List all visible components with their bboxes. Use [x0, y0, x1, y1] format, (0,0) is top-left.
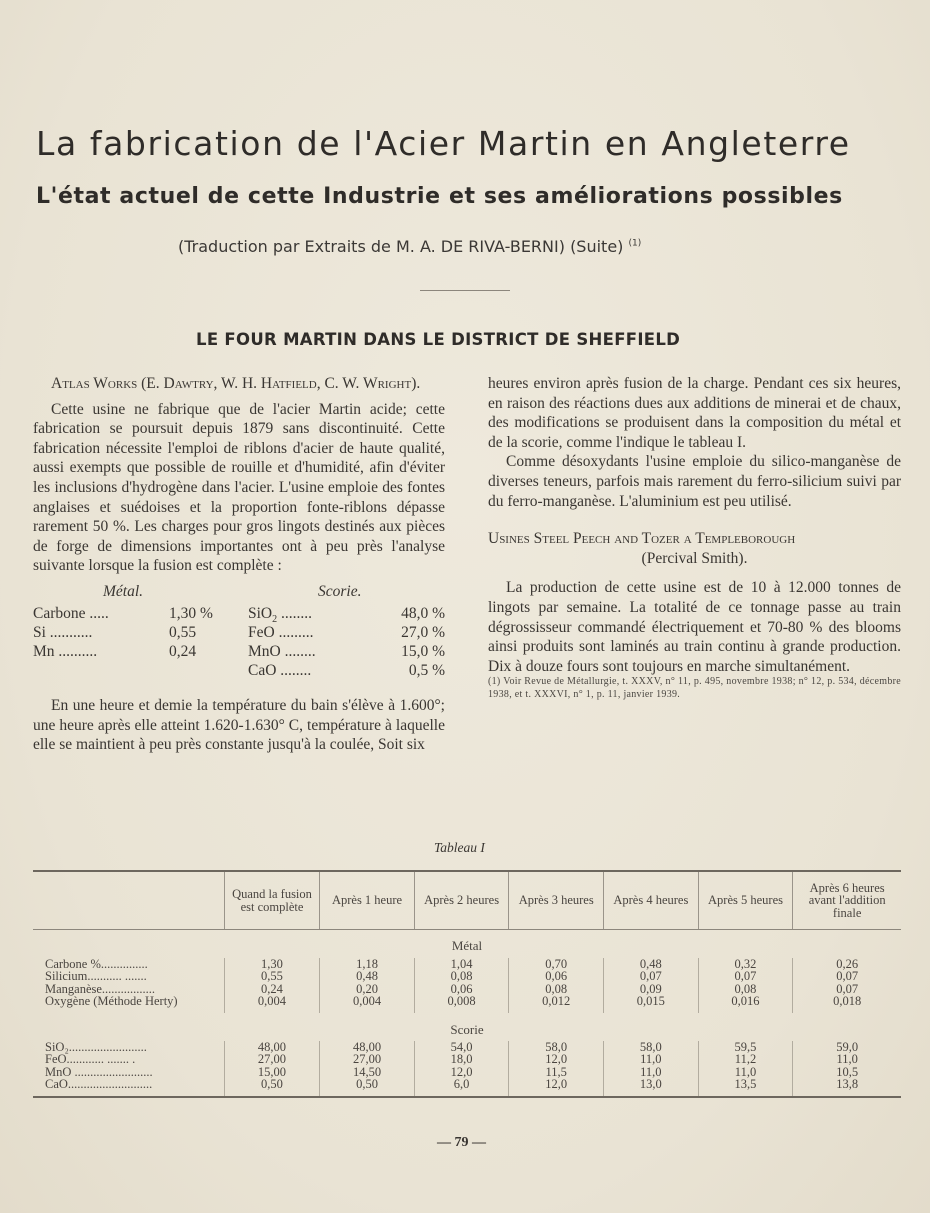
table-body — [33, 930, 901, 1098]
table-group-row — [33, 1013, 901, 1041]
page-number: — 79 — — [437, 1135, 486, 1150]
metal-row-value: 0,24 — [169, 642, 197, 660]
table-cell: 0,004 — [320, 995, 414, 1007]
table-header-cell: Après 2 heures — [414, 871, 509, 930]
table-cell: 0,26 — [836, 957, 859, 971]
scorie-row-value: 0,5 % — [408, 661, 445, 679]
usines-subheading: (Percival Smith). — [641, 549, 748, 567]
table-header-row — [33, 871, 901, 930]
table-cell: 0,32 — [698, 958, 793, 970]
table-cell: 0,08 — [414, 970, 509, 982]
table-cell: 11,0 — [604, 1066, 699, 1078]
table-row-label: CaO........................... — [33, 1078, 224, 1097]
table-cell: 15,00 — [224, 1066, 320, 1078]
metal-heading: Métal. — [103, 582, 144, 600]
metal-row-value: 1,30 % — [169, 604, 213, 622]
table-cell: 12,0 — [509, 1053, 604, 1065]
scorie-row-label: CaO ........ — [248, 661, 312, 679]
scorie-row-value: 15,0 % — [401, 642, 445, 660]
table-cell: 0,07 — [698, 970, 793, 982]
table-cell: 11,2 — [698, 1053, 793, 1065]
table-cell: 0,24 — [224, 983, 320, 995]
article-title: La fabrication de l'Acier Martin en Angleterre — [36, 124, 851, 163]
table-cell: 0,20 — [320, 983, 414, 995]
translation-text: (Traduction par Extraits de M. A. DE RIVA-BERNI) (Suite) — [178, 237, 624, 256]
table-cell: 0,55 — [224, 970, 320, 982]
section-heading: LE FOUR MARTIN DANS LE DISTRICT DE SHEFFIELD — [196, 330, 681, 349]
table-cell: 11,0 — [836, 1052, 858, 1067]
table-cell: 0,012 — [509, 995, 604, 1007]
scorie-row-label: MnO ........ — [248, 642, 316, 660]
table-header-cell: Après 6 heures avant l'addition finale — [793, 871, 901, 930]
table-cell: 11,5 — [509, 1066, 604, 1078]
table-cell: 0,016 — [698, 995, 793, 1007]
table-group-label: Scorie — [450, 1021, 484, 1037]
scorie-row-value: 48,0 % — [401, 604, 445, 622]
left-paragraph-1: Cette usine ne fabrique que de l'acier Martin acide; cette fabrication se poursuit depuis 1879 sans discontinuité. Cette fabrication nécessite l'emploi de riblons d'acier de haute qualité, aussi exempts que possible de rouille et d'humidité, afin d'éviter les inclusions d'hydrogène dans l'acier. L'usine emploie des fontes anglaises et suédoises et la proportion fonte-riblons dépasse rarement 50 %. Les charges pour gros lingots destinés aux pièces de forge de dimensions importantes ont à peu près l'analyse suivante lorsque la fusion est complète : — [33, 400, 445, 575]
table-cell: 0,07 — [836, 981, 859, 996]
table-cell: 0,07 — [604, 970, 699, 982]
table-cell: 0,48 — [604, 958, 699, 970]
table-row — [33, 1053, 901, 1065]
metal-row-label: Carbone ..... — [33, 604, 109, 622]
table-row-label: FeO............ ....... . — [33, 1053, 224, 1065]
table-cell: 1,30 — [224, 958, 320, 970]
metal-row-label: Si ........... — [33, 623, 93, 641]
scorie-row-label: SiO$_2$ ........ — [248, 604, 312, 626]
table-cell: 0,06 — [509, 970, 604, 982]
table-cell: 1,04 — [414, 958, 509, 970]
table-cell: 18,0 — [414, 1053, 509, 1065]
composition-block — [33, 582, 445, 686]
table-cell: 11,0 — [698, 1066, 793, 1078]
table-caption: Tableau I — [434, 840, 485, 855]
table-header-cell: Après 1 heure — [320, 871, 414, 930]
table-group-label: Métal — [451, 938, 483, 954]
data-table — [33, 870, 901, 1098]
scorie-heading: Scorie. — [318, 582, 362, 600]
atlas-works-heading: Atlas Works (E. Dawtry, W. H. Hatfield, C. W. Wright). — [51, 375, 421, 392]
table-cell: 0,004 — [224, 995, 320, 1007]
table-cell: 27,00 — [224, 1053, 320, 1065]
table-cell: 11,0 — [604, 1053, 699, 1065]
right-paragraph-3: La production de cette usine est de 10 à 12.000 tonnes de lingots par semaine. La totalité de ce tonnage passe au train dégrossisseur commandé électriquement et 70-80 % des blooms ainsi produits sont laminés au train continu à grande production. Dix à douze fours sont toujours en marche simultanément. — [488, 579, 901, 675]
table-header-cell: Après 5 heures — [698, 871, 793, 930]
table-cell: 0,09 — [604, 983, 699, 995]
table-cell: 54,0 — [414, 1041, 509, 1053]
table-cell: 14,50 — [320, 1066, 414, 1078]
table-row-label: Oxygène (Méthode Herty) — [33, 995, 224, 1007]
footnote: (1) Voir Revue de Métallurgie, t. XXXV, n° 11, p. 495, novembre 1938; n° 12, p. 534, décembre 1938, et t. XXXVI, n° 1, p. 11, janvier 1939. — [488, 676, 901, 700]
table-cell: 0,008 — [414, 995, 509, 1007]
table-cell: 0,70 — [509, 958, 604, 970]
table-header-cell: Après 3 heures — [509, 871, 604, 930]
table-cell: 58,0 — [509, 1041, 604, 1053]
table-cell: 12,0 — [414, 1066, 509, 1078]
table-cell: 48,00 — [320, 1041, 414, 1053]
article-subtitle: L'état actuel de cette Industrie et ses améliorations possibles — [36, 184, 843, 209]
title-divider — [420, 290, 510, 291]
table-cell: 0,08 — [698, 983, 793, 995]
table-row — [33, 1078, 901, 1097]
table-row — [33, 995, 901, 1007]
table-row-label: Carbone %............... — [33, 958, 224, 970]
metal-row-label: Mn .......... — [33, 642, 98, 660]
right-paragraph-2: Comme désoxydants l'usine emploie du silico-manganèse de diverses teneurs, parfois mais rarement du ferro-silicium suivi par du ferro-manganèse. L'aluminium est peu utilisé. — [488, 453, 901, 510]
table-row-label: Manganèse................. — [33, 983, 224, 995]
right-column — [488, 374, 901, 701]
scorie-row-label: FeO ......... — [248, 623, 314, 641]
footnote-marker: (1) — [628, 238, 642, 249]
table-cell: 1,18 — [320, 958, 414, 970]
table-header-cell: Après 4 heures — [604, 871, 699, 930]
scorie-row-value: 27,0 % — [401, 623, 445, 641]
table-cell: 13,5 — [698, 1078, 793, 1097]
table-row-label: SiO₂......................... — [33, 1041, 224, 1053]
table-cell: 0,06 — [414, 983, 509, 995]
table-cell: 12,0 — [509, 1078, 604, 1097]
right-paragraph-1: heures environ après fusion de la charge. Pendant ces six heures, en raison des réactions dues aux additions de minerai et de chaux, des modifications se produisent dans la composition du métal et de la scorie, comme l'indique le tableau I. — [488, 375, 901, 451]
table-cell: 10,5 — [836, 1064, 859, 1079]
usines-heading: Usines Steel Peech and Tozer a Templeborough — [488, 530, 796, 548]
table-cell: 0,07 — [836, 969, 859, 984]
table-cell: 0,08 — [509, 983, 604, 995]
table-header-cell — [33, 871, 224, 930]
table-cell: 0,50 — [224, 1078, 320, 1097]
table-row-label: Silicium........... ....... — [33, 970, 224, 982]
table-cell: 0,48 — [320, 970, 414, 982]
table-cell: 0,50 — [320, 1078, 414, 1097]
table-cell: 59,5 — [698, 1041, 793, 1053]
table-cell: 48,00 — [224, 1041, 320, 1053]
table-cell: 0,018 — [833, 993, 862, 1008]
table-cell: 27,00 — [320, 1053, 414, 1065]
table-row — [33, 970, 901, 982]
left-paragraph-2: En une heure et demie la température du bain s'élève à 1.600°; une heure après elle atteint 1.620-1.630° C, température à laquelle elle se maintient à peu près constante jusqu'à la coulée, Soit six — [33, 696, 445, 754]
table-cell: 0,015 — [604, 995, 699, 1007]
table-group-row — [33, 930, 901, 959]
table-row-label: MnO ......................... — [33, 1066, 224, 1078]
metal-row-value: 0,55 — [169, 623, 197, 641]
table-cell: 6,0 — [414, 1078, 509, 1097]
table-header-cell: Quand la fusion est complète — [224, 871, 320, 930]
table-cell: 58,0 — [604, 1041, 699, 1053]
table-cell: 13,0 — [604, 1078, 699, 1097]
table-cell: 13,8 — [793, 1078, 901, 1097]
table-cell: 59,0 — [836, 1040, 859, 1055]
translation-credit — [178, 237, 641, 256]
left-column — [33, 374, 445, 755]
